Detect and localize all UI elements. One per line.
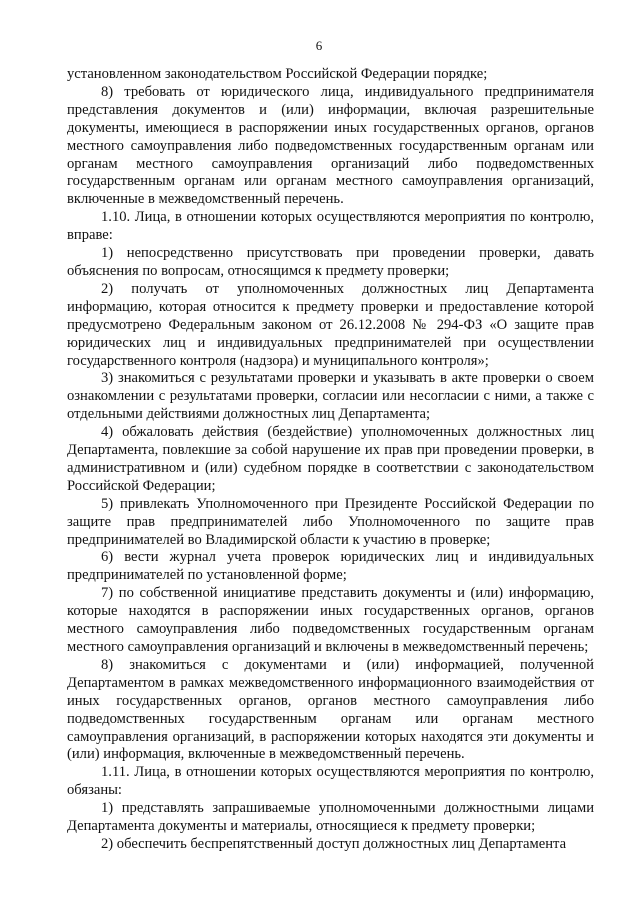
paragraph-section-1-10: 1.10. Лица, в отношении которых осуществляются мероприятия по контролю, вправе: <box>67 209 594 244</box>
paragraph-right-8: 8) знакомиться с документами и (или) информацией, полученной Департаментом в рамках межведомственного информационного взаимодействия от иных государственных органов, органов местного самоуправления либо подведомственных государственным органам или органам местного самоуправления организаций, в распоряжении которых находятся эти документы и (или) информация, включенные в межведомственный перечень. <box>67 656 594 763</box>
paragraph-rights-item-8: 8) требовать от юридического лица, индивидуального предпринимателя представления документов и (или) информации, включая разрешительные документы, имеющиеся в распоряжении иных государственных органов, органов местного самоуправления либо подведомственных государственным органам или органам местного самоуправления организаций либо подведомственных государственным органам или органам местного самоуправления организаций, включенные в межведомственный перечень. <box>67 83 594 208</box>
paragraph-right-6: 6) вести журнал учета проверок юридических лиц и индивидуальных предпринимателей по установленной форме; <box>67 549 594 584</box>
paragraph-right-1: 1) непосредственно присутствовать при проведении проверки, давать объяснения по вопросам, относящимся к предмету проверки; <box>67 245 594 279</box>
paragraph-right-2: 2) получать от уполномоченных должностных лиц Департамента информацию, которая относится к предмету проверки и предоставление которой предусмотрено Федеральным законом от 26.12.2008 № 294-ФЗ «О защите прав юридических лиц и индивидуальных предпринимателей при осуществлении государственного контроля (надзора) и муниципального контроля»; <box>67 280 594 369</box>
paragraph-continuation: установленном законодательством Российской Федерации порядке; <box>67 66 488 82</box>
paragraph-right-3: 3) знакомиться с результатами проверки и указывать в акте проверки о своем ознакомлении с результатами проверки, согласии или несогласии с ними, а также с отдельными действиями должностных лиц Департамента; <box>67 370 594 423</box>
paragraph-section-1-11: 1.11. Лица, в отношении которых осуществляются мероприятия по контролю, обязаны: <box>67 764 594 799</box>
paragraph-right-4: 4) обжаловать действия (бездействие) уполномоченных должностных лиц Департамента, повлекшие за собой нарушение их прав при проведении проверки, в административном и (или) судебном порядке в соответствии с законодательством Российской Федерации; <box>67 424 594 494</box>
page-number: 6 <box>315 38 323 53</box>
paragraph-right-5: 5) привлекать Уполномоченного при Президенте Российской Федерации по защите прав предпринимателей либо Уполномоченного по защите прав предпринимателей во Владимирской области к участию в проверке; <box>67 495 594 548</box>
paragraph-duty-1: 1) представлять запрашиваемые уполномоченными должностными лицами Департамента документы и материалы, относящиеся к предмету проверки; <box>67 800 594 835</box>
document-body <box>67 66 594 854</box>
paragraph-right-7: 7) по собственной инициативе представить документы и (или) информацию, которые находятся в распоряжении иных государственных органов, органов местного самоуправления либо подведомственных государственным органам местного самоуправления организаций и включены в межведомственный перечень; <box>67 585 594 655</box>
paragraph-duty-2: 2) обеспечить беспрепятственный доступ должностных лиц Департамента <box>101 835 567 852</box>
